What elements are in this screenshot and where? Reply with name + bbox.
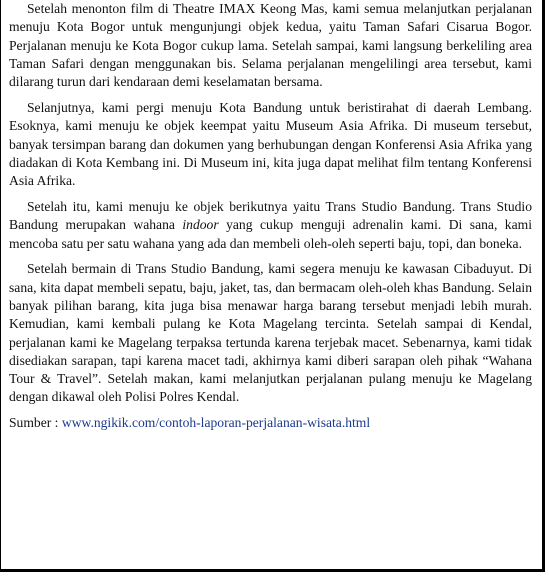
source-line	[9, 414, 532, 432]
paragraph-2-text: Selanjutnya, kami pergi menuju Kota Bandung untuk beristirahat di daerah Lembang. Esoknya, kami menuju ke objek keempat yaitu Museum Asia Afrika. Di museum tersebut, banyak tersimpan barang dan dokumen yang berhubungan dengan Konferensi Asia Afrika yang diadakan di Kota Kembang ini. Di Museum ini, kita juga dapat melihat film tentang Konferensi Asia Afrika.	[9, 99, 532, 189]
paragraph-1	[9, 0, 532, 91]
paragraph-3-italic-term: indoor	[182, 217, 219, 233]
source-link[interactable]: www.ngikik.com/contoh-laporan-perjalanan-wisata.html	[61, 415, 371, 431]
paragraph-4-text: Setelah bermain di Trans Studio Bandung, kami segera menuju ke kawasan Cibaduyut. Di sana, kita dapat membeli sepatu, baju, jaket, tas, dan bermacam oleh-oleh khas Bandung. Selain banyak pilihan barang, kita juga bisa menawar harga barang tersebut menjadi lebih murah. Kemudian, kami kembali pulang ke Kota Magelang tercinta. Setelah sampai di Kendal, perjalanan kami ke Magelang terpaksa tertunda karena terjebak macet. Sebenarnya, kami tidak disediakan sarapan, tapi karena macet tadi, akhirnya kami diberi sarapan oleh pihak “Wahana Tour & Travel”. Setelah makan, kami melanjutkan perjalanan pulang menuju ke Magelang dengan dikawal oleh Polisi Polres Kendal.	[9, 261, 532, 405]
paragraph-3-text-start: Setelah itu, kami menuju ke objek berikutnya yaitu Trans Studio Bandung. Trans Studio Bandung merupakan wahana	[9, 198, 532, 233]
paragraph-4	[9, 260, 532, 406]
paragraph-3	[9, 198, 532, 253]
source-label: Sumber :	[9, 415, 62, 431]
paragraph-2	[9, 99, 532, 190]
paragraph-1-text: Setelah menonton film di Theatre IMAX Keong Mas, kami semua melanjutkan perjalanan menuju Kota Bogor untuk mengunjungi objek kedua, yaitu Taman Safari Cisarua Bogor. Perjalanan menuju ke Kota Bogor cukup lama. Setelah sampai, kami langsung berkeliling area Taman Safari dengan menggunakan bis. Selama perjalanan mengelilingi area tersebut, kami dilarang turun dari kendaraan demi keselamatan bersama.	[9, 1, 532, 90]
paragraph-3-text-end: yang cukup menguji adrenalin kami. Di sana, kami mencoba satu per satu wahana yang ada dan membeli oleh-oleh seperti baju, topi, dan boneka.	[9, 217, 532, 251]
document-body	[9, 0, 532, 432]
